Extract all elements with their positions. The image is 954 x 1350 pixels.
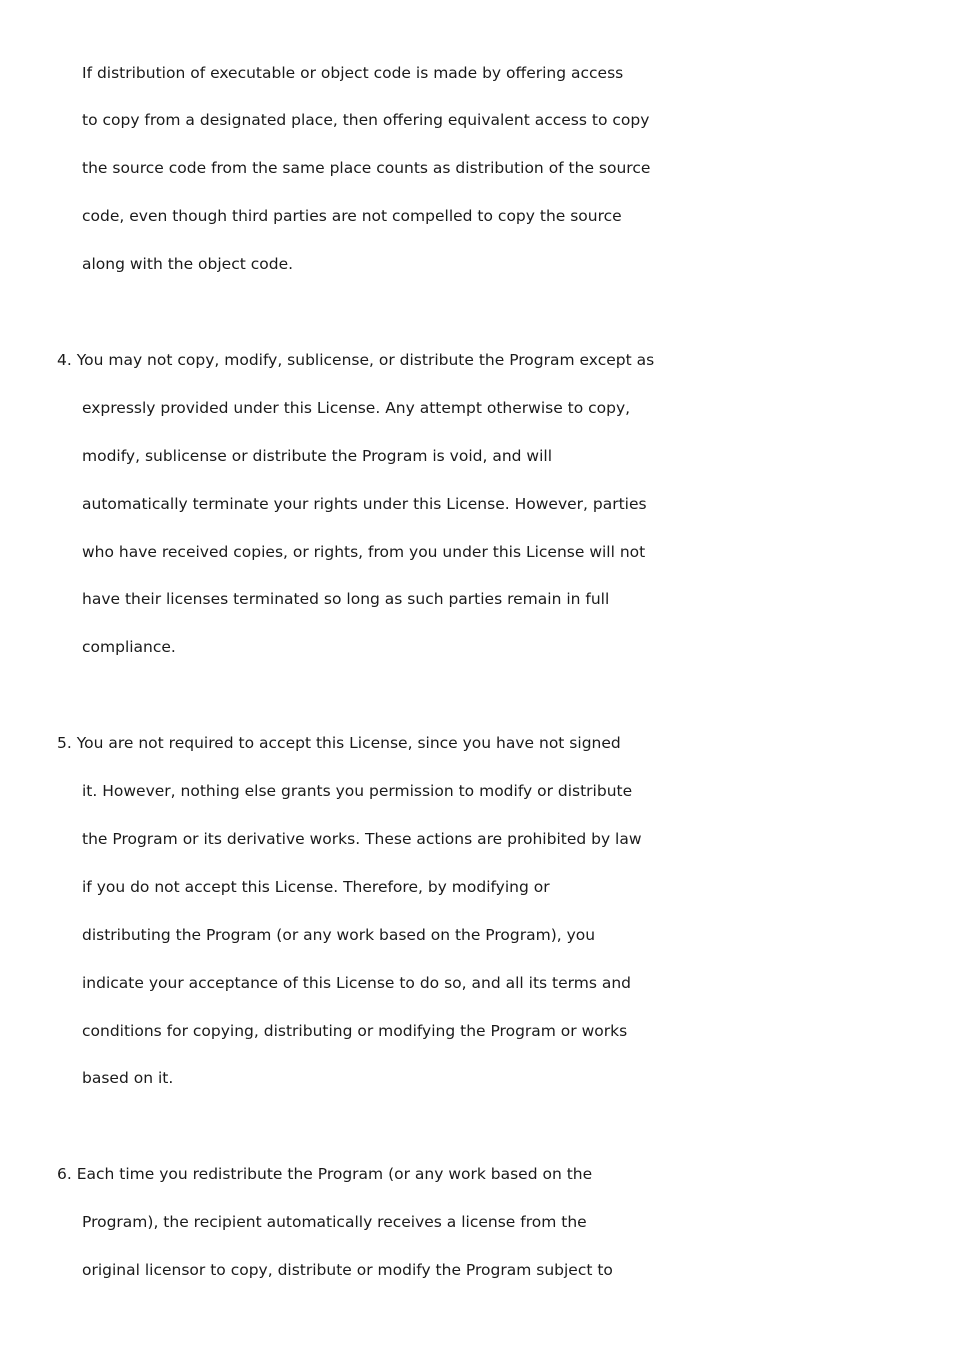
text-line: have their licenses terminated so long as such parties remain in full xyxy=(82,590,610,608)
text-line: modify, sublicense or distribute the Program is void, and will xyxy=(82,447,553,465)
text-line: 5. You are not required to accept this License, since you have not signed xyxy=(57,734,621,752)
text-line: if you do not accept this License. Therefore, by modifying or xyxy=(82,878,550,896)
text-line: compliance. xyxy=(82,638,176,656)
text-line: If distribution of executable or object code is made by offering access xyxy=(82,64,624,82)
text-line: indicate your acceptance of this License to do so, and all its terms and xyxy=(82,974,631,992)
text-line: along with the object code. xyxy=(82,255,294,273)
text-line: Program), the recipient automatically receives a license from the xyxy=(82,1213,587,1231)
text-line: to copy from a designated place, then offering equivalent access to copy xyxy=(82,111,650,129)
text-line: original licensor to copy, distribute or modify the Program subject to xyxy=(82,1261,613,1279)
text-line: who have received copies, or rights, from you under this License will not xyxy=(82,543,646,561)
text-line: 4. You may not copy, modify, sublicense, or distribute the Program except as xyxy=(57,351,655,369)
text-line: it. However, nothing else grants you permission to modify or distribute xyxy=(82,782,633,800)
text-line: expressly provided under this License. Any attempt otherwise to copy, xyxy=(82,399,631,417)
text-line: automatically terminate your rights under this License. However, parties xyxy=(82,495,647,513)
text-line: distributing the Program (or any work based on the Program), you xyxy=(82,926,596,944)
text-line: conditions for copying, distributing or modifying the Program or works xyxy=(82,1022,628,1040)
text-line: 6. Each time you redistribute the Program (or any work based on the xyxy=(57,1165,593,1183)
text-line: code, even though third parties are not compelled to copy the source xyxy=(82,207,622,225)
text-line: based on it. xyxy=(82,1069,174,1087)
text-line: the Program or its derivative works. These actions are prohibited by law xyxy=(82,830,642,848)
text-line: the source code from the same place counts as distribution of the source xyxy=(82,159,651,177)
